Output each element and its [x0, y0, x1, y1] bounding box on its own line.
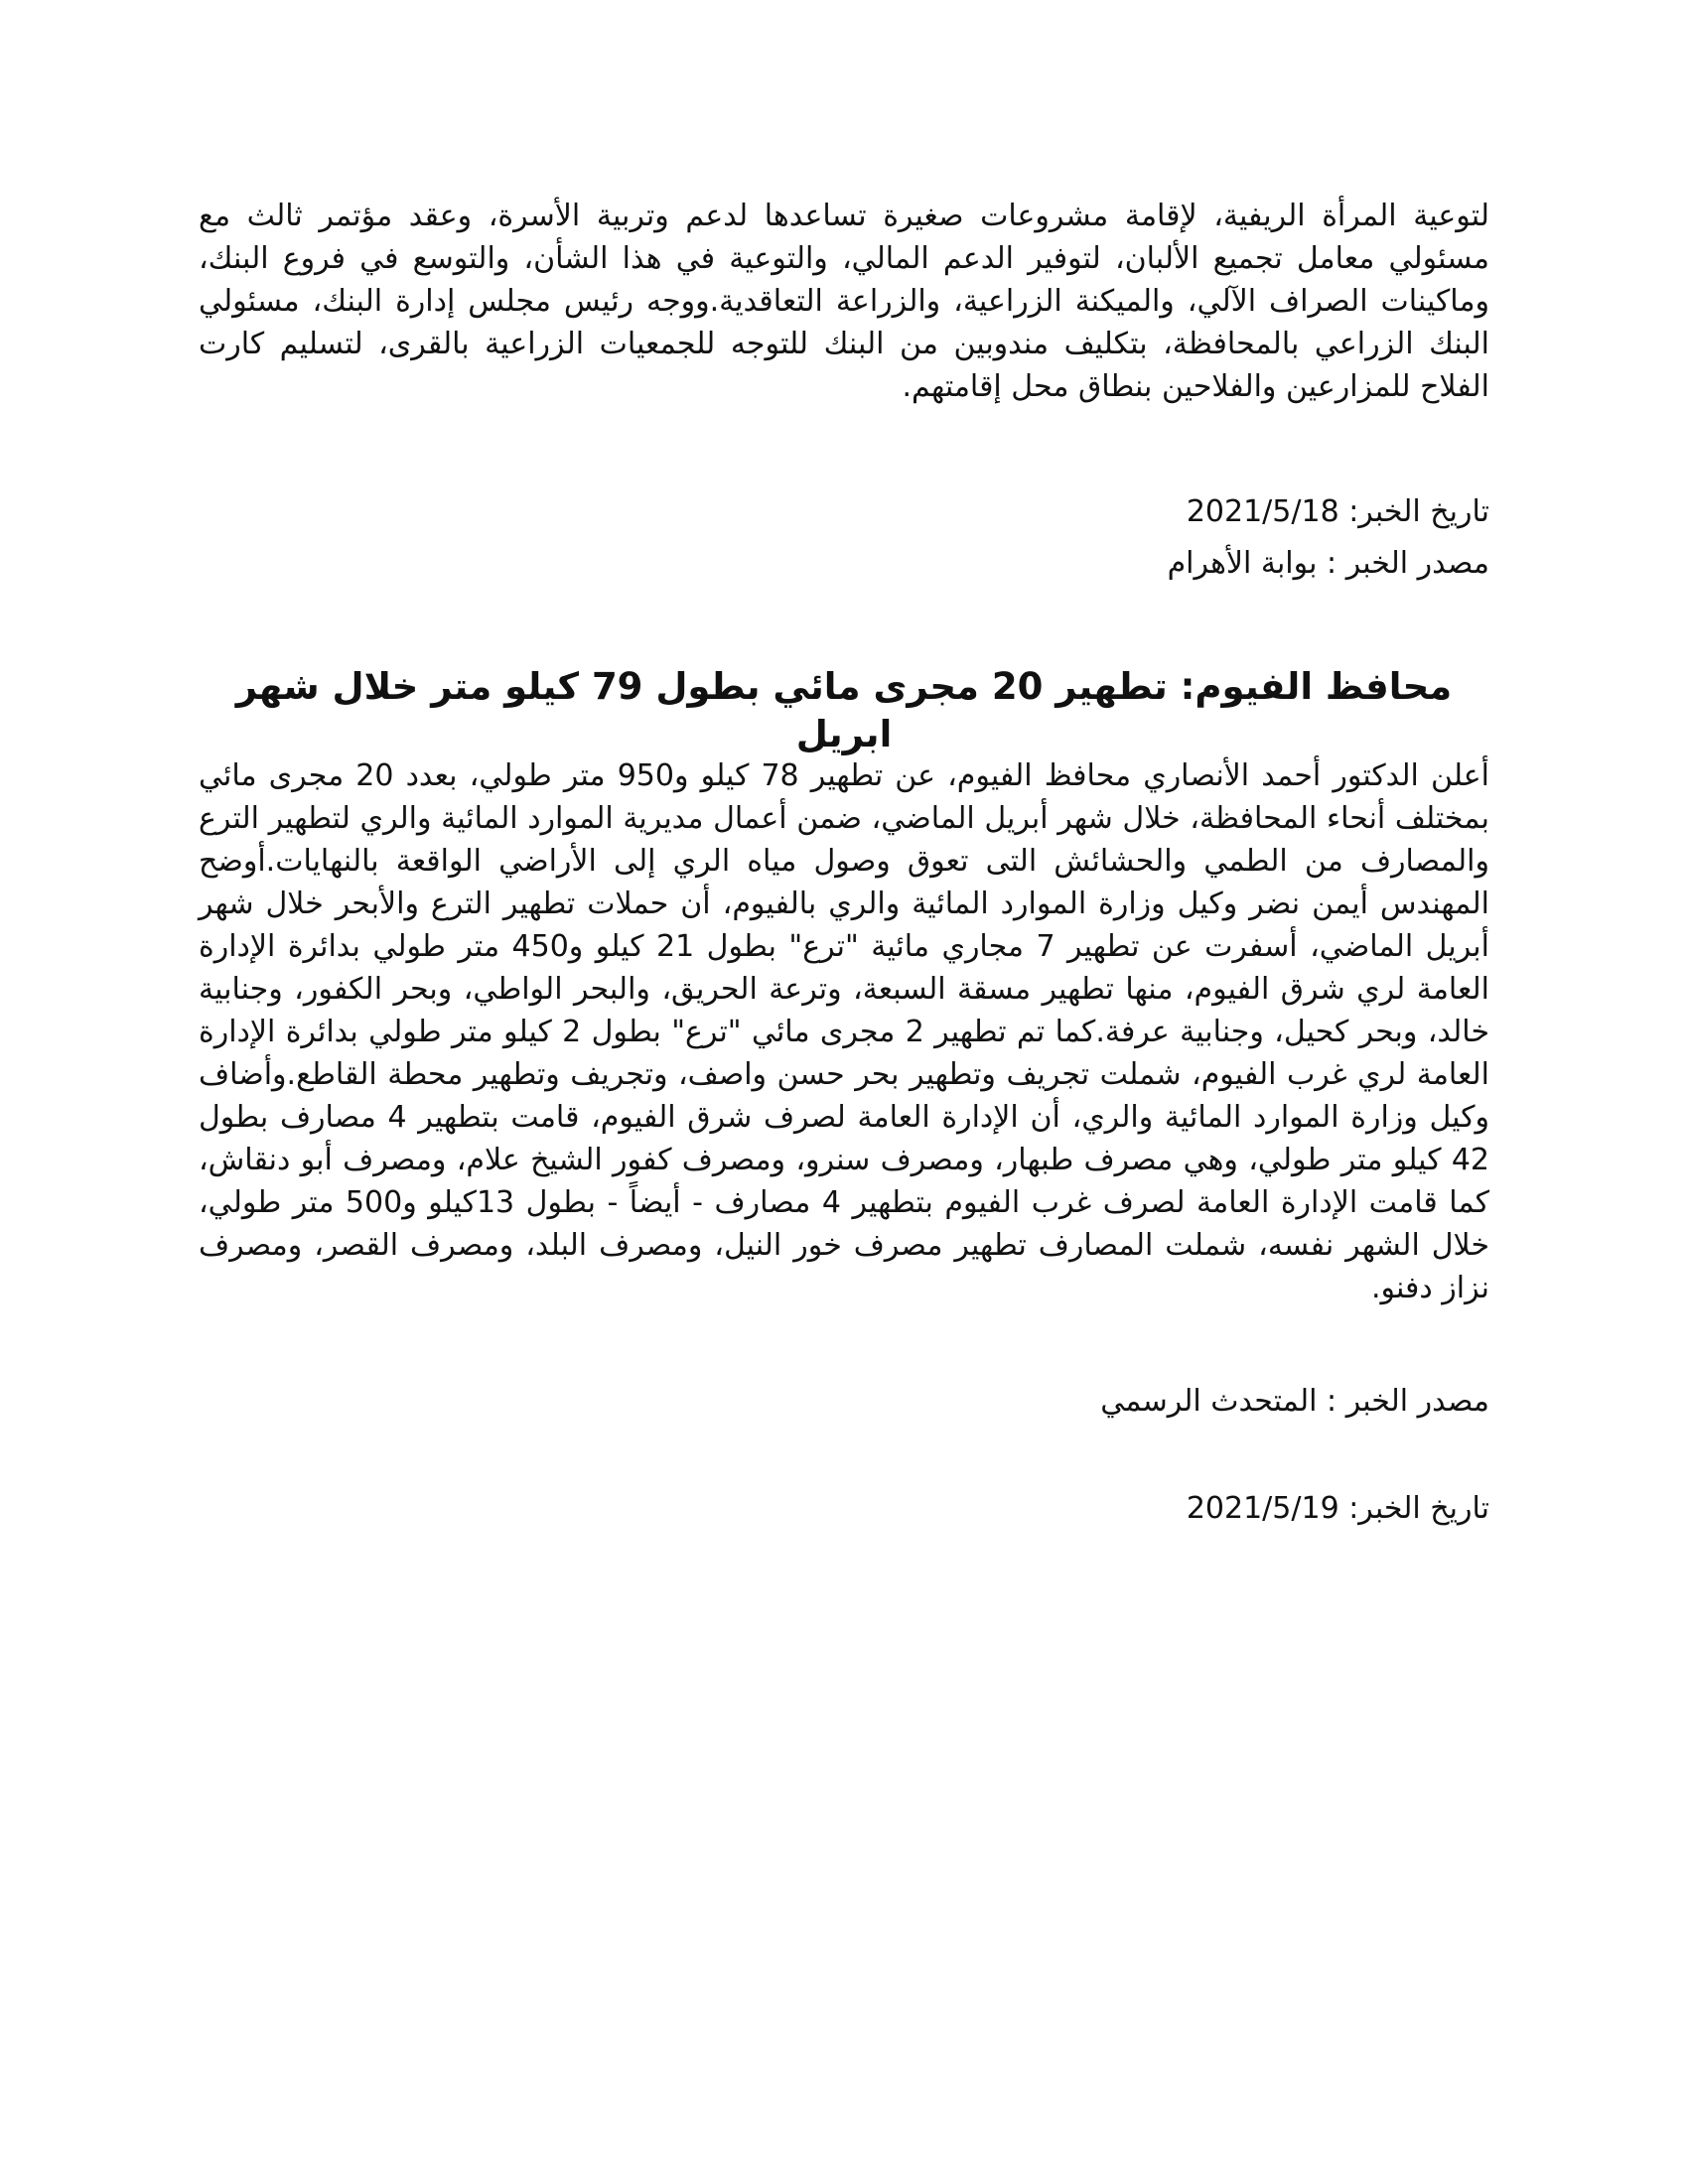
article2-date: [1187, 1489, 1489, 1529]
date-value: 2021/5/19: [1186, 1491, 1339, 1526]
date-label: تاريخ الخبر:: [1348, 494, 1489, 529]
source-value: بوابة الأهرام: [1167, 546, 1318, 581]
source-value: المتحدث الرسمي: [1100, 1384, 1318, 1419]
article1-body: لتوعية المرأة الريفية، لإقامة مشروعات صغيرة تساعدها لدعم وتربية الأسرة، وعقد مؤتمر ثالث مع مسئولي معامل تجميع الألبان، لتوفير الدعم المالي، والتوعية في هذا الشأن، والتوسع في فروع البنك، وماكينات الصراف الآلي، والميكنة الزراعية، والزراعة التعاقدية.ووجه رئيس مجلس إدارة البنك، مسئولي البنك الزراعي بالمحافظة، بتكليف مندوبين من البنك للتوجه للجمعيات الزراعية بالقرى، لتسليم كارت الفلاح للمزارعين والفلاحين بنطاق محل إقامتهم.: [199, 199, 1489, 404]
article1-date: [1187, 492, 1489, 532]
date-label: تاريخ الخبر:: [1348, 1491, 1489, 1526]
article2-source: [1100, 1382, 1489, 1422]
source-label: مصدر الخبر :: [1327, 546, 1489, 581]
source-label: مصدر الخبر :: [1327, 1384, 1489, 1419]
article2-title: محافظ الفيوم: تطهير 20 مجرى مائي بطول 79 كيلو متر خلال شهر ابريل: [235, 665, 1453, 755]
article2-body: أعلن الدكتور أحمد الأنصاري محافظ الفيوم، عن تطهير 78 كيلو و950 متر طولي، بعدد 20 مجرى مائي بمختلف أنحاء المحافظة، خلال شهر أبريل الماضي، ضمن أعمال مديرية الموارد المائية والري لتطهير الترع والمصارف من الطمي والحشائش التى تعوق وصول مياه الري إلى الأراضي الواقعة بالنهايات.أوضح المهندس أيمن نضر وكيل وزارة الموارد المائية والري بالفيوم، أن حملات تطهير الترع والأبحر خلال شهر أبريل الماضي، أسفرت عن تطهير 7 مجاري مائية "ترع" بطول 21 كيلو و450 متر طولي بدائرة الإدارة العامة لري شرق الفيوم، منها تطهير مسقة السبعة، وترعة الحريق، والبحر الواطي، وبحر الكفور، وجنابية خالد، وبحر كحيل، وجنابية عرفة.كما تم تطهير 2 مجرى مائي "ترع" بطول 2 كيلو متر طولي بدائرة الإدارة العامة لري غرب الفيوم، شملت تجريف وتطهير بحر حسن واصف، وتجريف وتطهير محطة القاطع.وأضاف وكيل وزارة الموارد المائية والري، أن الإدارة العامة لصرف شرق الفيوم، قامت بتطهير 4 مصارف بطول 42 كيلو متر طولي، وهي مصرف طبهار، ومصرف سنرو، ومصرف كفور الشيخ علام، ومصرف أبو دنقاش، كما قامت الإدارة العامة لصرف غرب الفيوم بتطهير 4 مصارف - أيضاً - بطول 13كيلو و500 متر طولي، خلال الشهر نفسه، شملت المصارف تطهير مصرف خور النيل، ومصرف البلد، ومصرف القصر، ومصرف نزاز دفنو.: [199, 758, 1489, 1305]
document-page: [199, 0, 1489, 2184]
date-value: 2021/5/18: [1186, 494, 1339, 529]
article1-source: [1168, 544, 1489, 584]
